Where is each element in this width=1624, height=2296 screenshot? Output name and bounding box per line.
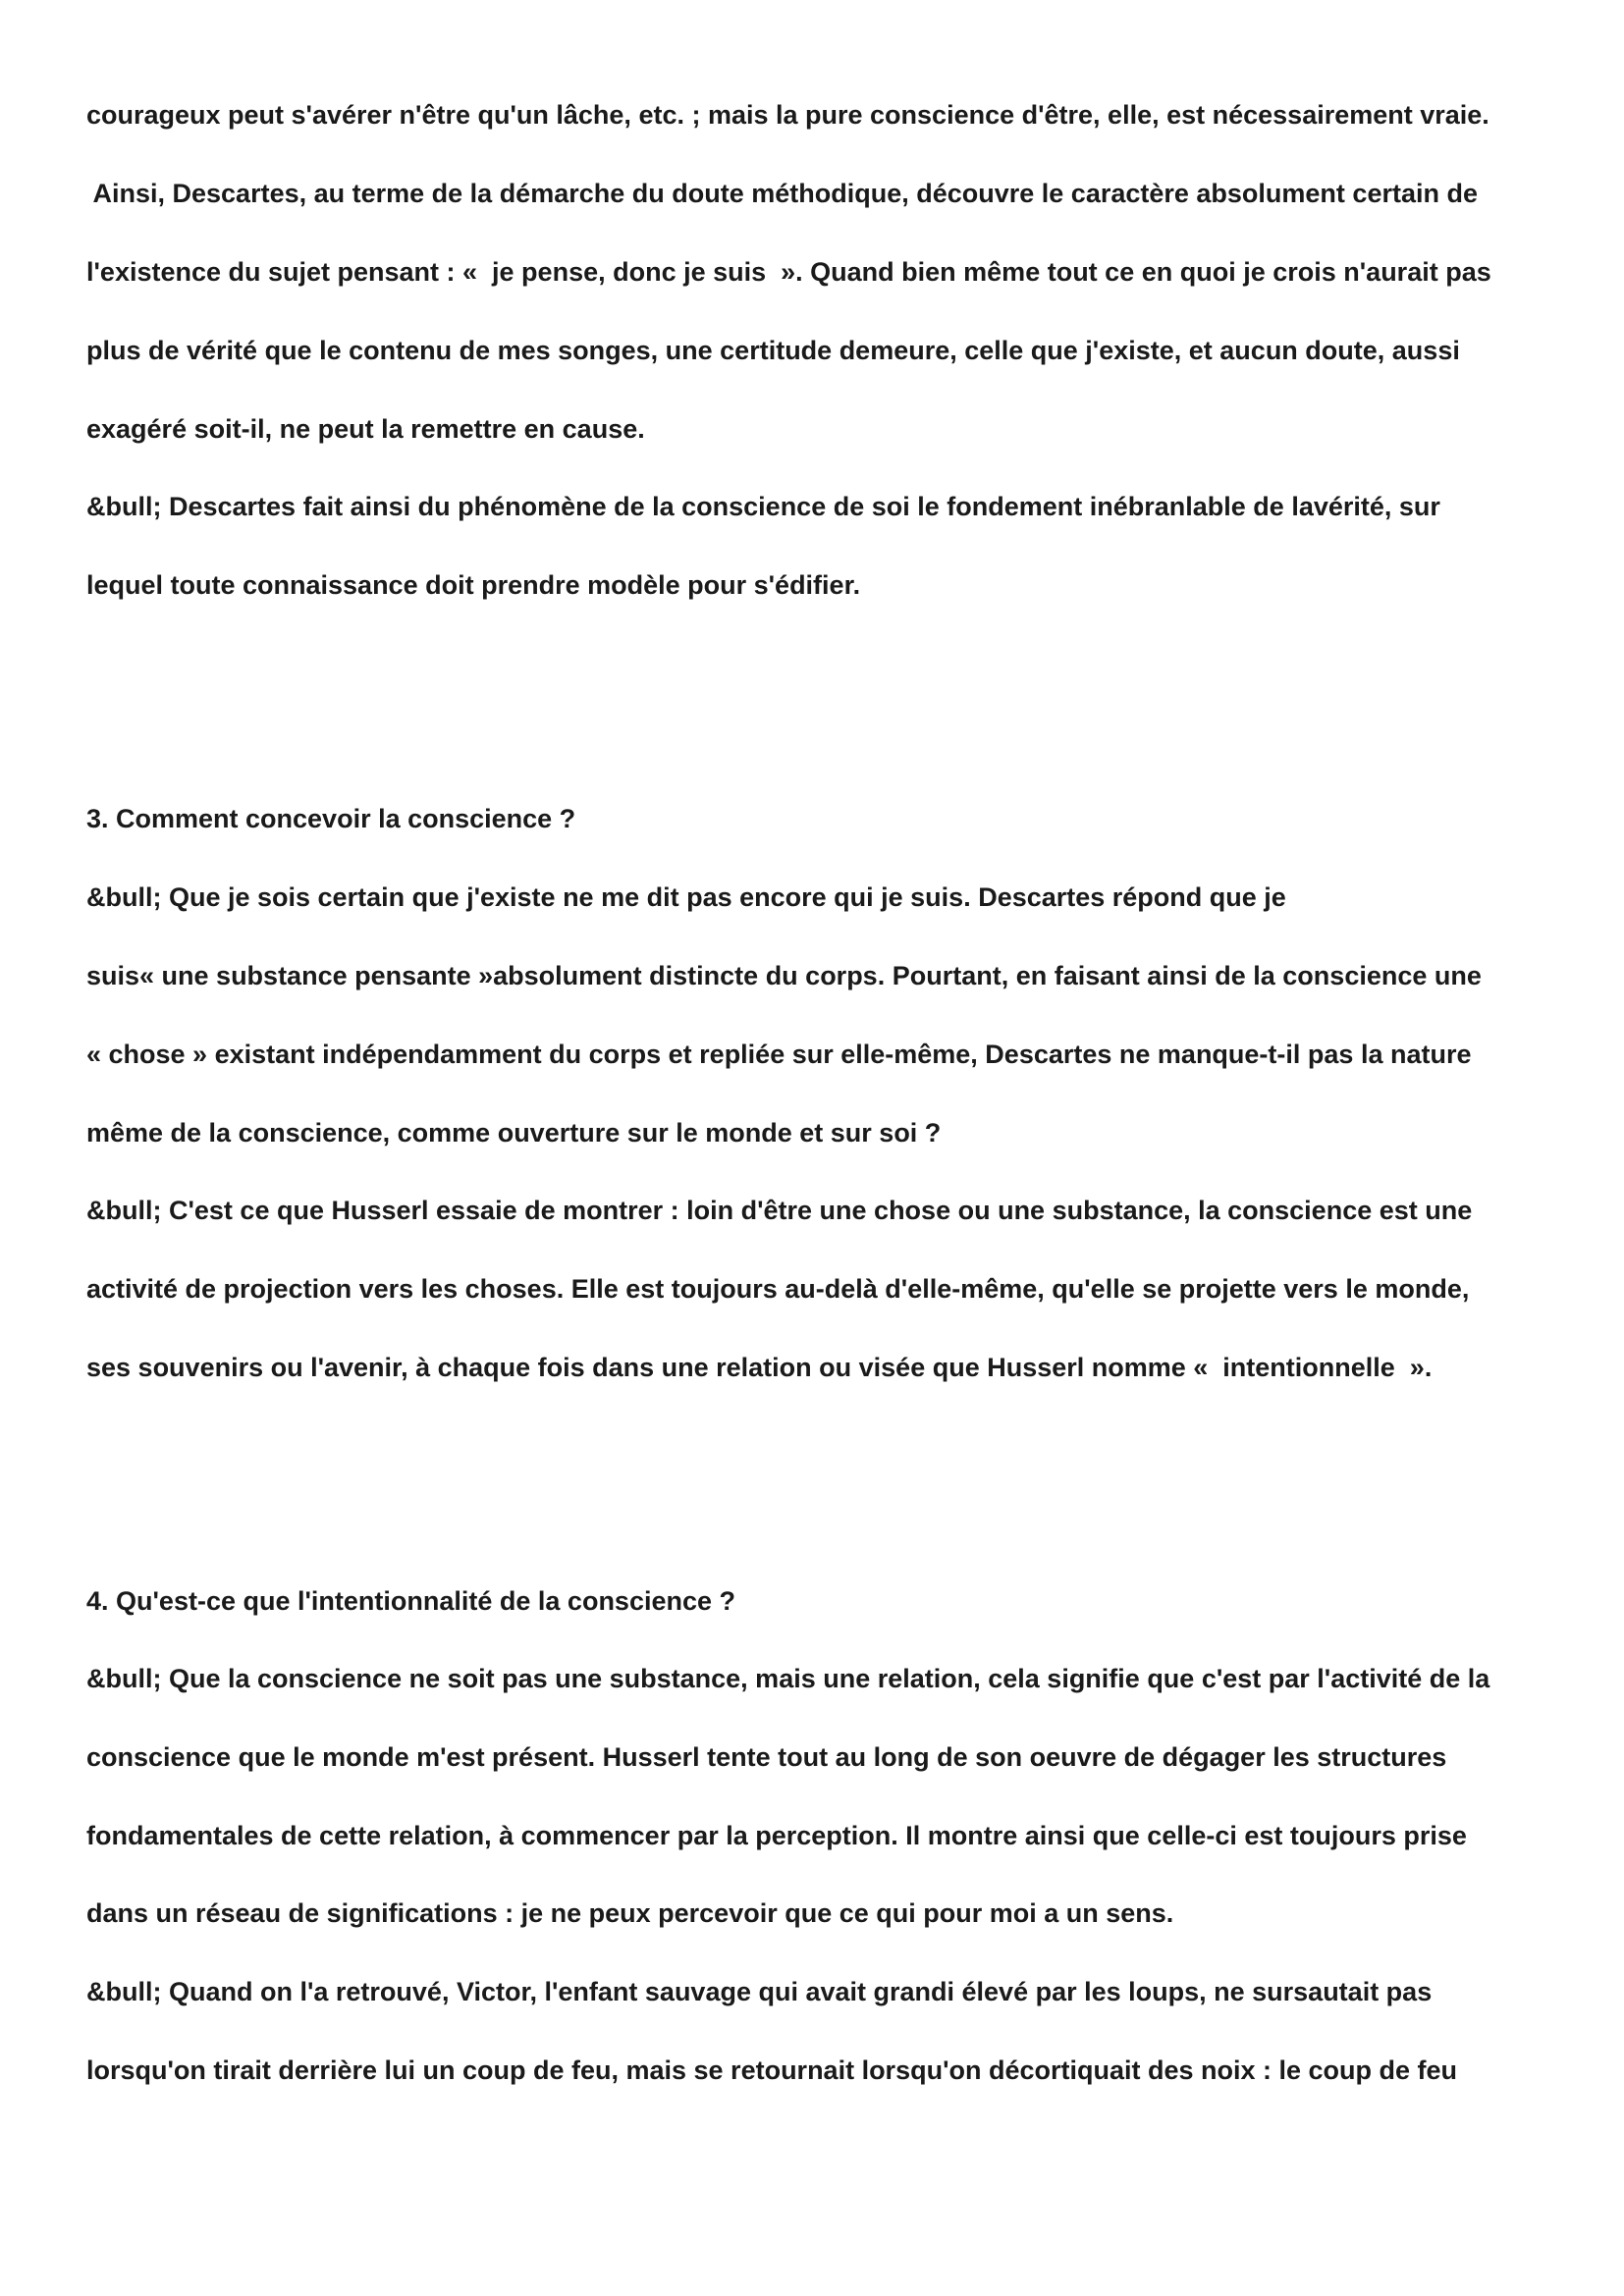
text-line: activité de projection vers les choses. Elle est toujours au-delà d'elle-même, qu'elle se projette vers le monde, <box>86 1274 1470 1304</box>
text-line: ses souvenirs ou l'avenir, à chaque fois dans une relation ou visée que Husserl nomme « intentionnelle ». <box>86 1353 1433 1382</box>
text-line: conscience que le monde m'est présent. Husserl tente tout au long de son oeuvre de dégager les structures <box>86 1742 1447 1772</box>
text-line: &bull; Descartes fait ainsi du phénomène de la conscience de soi le fondement inébranlable de lavérité, sur <box>86 492 1440 521</box>
text-line: dans un réseau de significations : je ne peux percevoir que ce qui pour moi a un sens. <box>86 1898 1174 1928</box>
text-line: &bull; C'est ce que Husserl essaie de montrer : loin d'être une chose ou une substance, la conscience est une <box>86 1196 1473 1225</box>
text-line: &bull; Que je sois certain que j'existe ne me dit pas encore qui je suis. Descartes répond que je <box>86 882 1286 912</box>
text-line: lequel toute connaissance doit prendre modèle pour s'édifier. <box>86 570 861 600</box>
text-line: fondamentales de cette relation, à commencer par la perception. Il montre ainsi que celle-ci est toujours prise <box>86 1821 1467 1850</box>
text-line: courageux peut s'avérer n'être qu'un lâche, etc. ; mais la pure conscience d'être, elle, est nécessairement vraie. <box>86 100 1489 130</box>
text-line: &bull; Quand on l'a retrouvé, Victor, l'enfant sauvage qui avait grandi élevé par les loups, ne sursautait pas <box>86 1977 1433 2006</box>
text-line: « chose » existant indépendamment du corps et repliée sur elle-même, Descartes ne manque-t-il pas la nature <box>86 1040 1472 1069</box>
text-line: même de la conscience, comme ouverture sur le monde et sur soi ? <box>86 1118 942 1148</box>
text-line: plus de vérité que le contenu de mes songes, une certitude demeure, celle que j'existe, et aucun doute, aussi <box>86 336 1460 365</box>
text-line: exagéré soit-il, ne peut la remettre en cause. <box>86 414 645 444</box>
text-line: l'existence du sujet pensant : « je pense, donc je suis ». Quand bien même tout ce en quoi je crois n'aurait pas <box>86 257 1491 287</box>
section-heading: 3. Comment concevoir la conscience ? <box>86 804 576 833</box>
text-line: suis« une substance pensante »absolument distincte du corps. Pourtant, en faisant ainsi de la conscience une <box>86 961 1482 990</box>
section-heading: 4. Qu'est-ce que l'intentionnalité de la conscience ? <box>86 1586 735 1616</box>
text-line: &bull; Que la conscience ne soit pas une substance, mais une relation, cela signifie que c'est par l'activité de la <box>86 1664 1490 1693</box>
text-line: lorsqu'on tirait derrière lui un coup de feu, mais se retournait lorsqu'on décortiquait des noix : le coup de feu <box>86 2056 1458 2085</box>
text-line: Ainsi, Descartes, au terme de la démarche du doute méthodique, découvre le caractère absolument certain de <box>86 179 1478 208</box>
